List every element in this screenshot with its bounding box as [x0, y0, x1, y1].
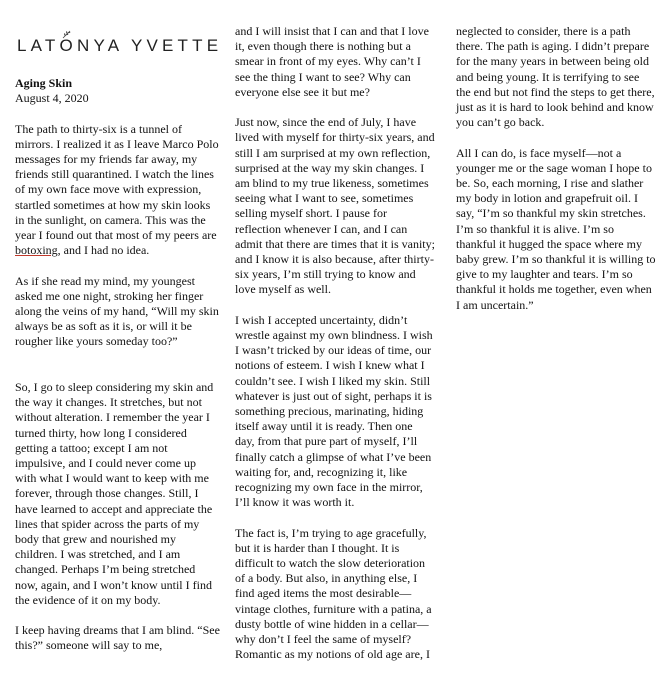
brand-logo: [17, 36, 222, 56]
brand-name-part1: LAT: [17, 36, 60, 55]
paragraph: Just now, since the end of July, I have lived with myself for thirty-six years, and still I am surprised at my own reflection, surprised at the way my skin changes. I am blind to my true likeness, sometimes seeing what I want to see, sometimes selling myself short. I pause for reflection whenever I can, and I can admit that there are times that it is vanity; and I know it is also because, after thirty-six years, I’m still trying to know and love myself as well.: [235, 115, 435, 297]
text-column-3: [456, 24, 656, 328]
paragraph: [15, 122, 220, 259]
article-date: August 4, 2020: [15, 91, 89, 106]
paragraph: neglected to consider, there is a path there. The path is aging. I didn’t prepare for the many years in between being old and being young. It is terrifying to see the end but not find the steps to get there, just as it is hard to look behind and know you can’t go back.: [456, 24, 655, 130]
underlined-word: botoxing: [15, 243, 58, 258]
brand-name-o: O: [59, 36, 77, 55]
paragraph: I keep having dreams that I am blind. “See this?” someone will say to me,: [15, 623, 220, 653]
paragraph: and I will insist that I can and that I love it, even though there is nothing but a smear in front of my eyes. Why can’t I see the thing I want to see? Why can everyone else see it but me?: [235, 24, 429, 99]
paragraph: As if she read my mind, my youngest asked me one night, stroking her finger along the veins of my hand, “Will my skin always be as soft as it is, or will it be rougher like yours someday too?”: [15, 273, 219, 349]
text-column-2: [235, 24, 435, 678]
paragraph: I wish I accepted uncertainty, didn’t wrestle against my own blindness. I wish I wasn’t tricked by our ideas of time, our notions of esteem. I wish I knew what I couldn’t see. I wish I liked my skin. Still whatever is just out of sight, perhaps it is something precious, marinating, hiding itself away until it is ready. Then one day, from that pure part of myself, I’ll finally catch a glimpse of what I’ve been waiting for, and, recognizing it, like recognizing my own face in the mirror, I’ll know it was worth it.: [235, 312, 433, 510]
article-title: Aging Skin: [15, 76, 73, 90]
brand-name-part2: NYA YVETTE: [76, 36, 223, 55]
paragraph: The fact is, I’m trying to age gracefully, but it is harder than I thought. It is difficult to watch the slow deterioration of a body. But also, in anything else, I find aged items the most desirable—vintage clothes, furniture with a patina, a dusty bottle of wine hidden in a cellar—why don’t I feel the same of myself? Romantic as my notions of old age are, I: [235, 525, 432, 662]
paragraph-text: , and I had no idea.: [57, 243, 150, 258]
paragraph: All I can do, is face myself—not a younger me or the sage woman I hope to be. So, each morning, I rise and slather my body in lotion and grapefruit oil. I say, “I’m so thankful my skin stretches. I’m so thankful it is alive. I’m so thankful it hugged the space where my baby grew. I’m so thankful it is willing to give to my laughter and tears. I’m so thankful it holds me together, even when I am uncertain.”: [456, 145, 656, 312]
leaf-sprig-icon: [62, 29, 72, 39]
paragraph-text: The path to thirty-six is a tunnel of mirrors. I realized it as I leave Marco Polo messages for my friends far away, my friends still quarantined. I watch the lines of my own face move with expression, startled sometimes at how my skin looks in the sunlight, on camera. This was the year I found out that most of my peers are: [15, 121, 219, 243]
brand-o-with-sprig: [60, 36, 77, 56]
paragraph: So, I go to sleep considering my skin and the way it changes. It stretches, but not without alteration. I remember the year I turned thirty, how long I considered getting a tattoo; except I am not impulsive, and I could never come up with what I would want to keep with me forever, through those changes. Still, I have learned to accept and appreciate the lines that spider across the parts of my body that grew and nourished my children. I was stretched, and I am changed. Perhaps I’m being stretched now, again, and I won’t know until I find the evidence of it on my body.: [15, 380, 214, 607]
text-column-1: [15, 76, 220, 669]
